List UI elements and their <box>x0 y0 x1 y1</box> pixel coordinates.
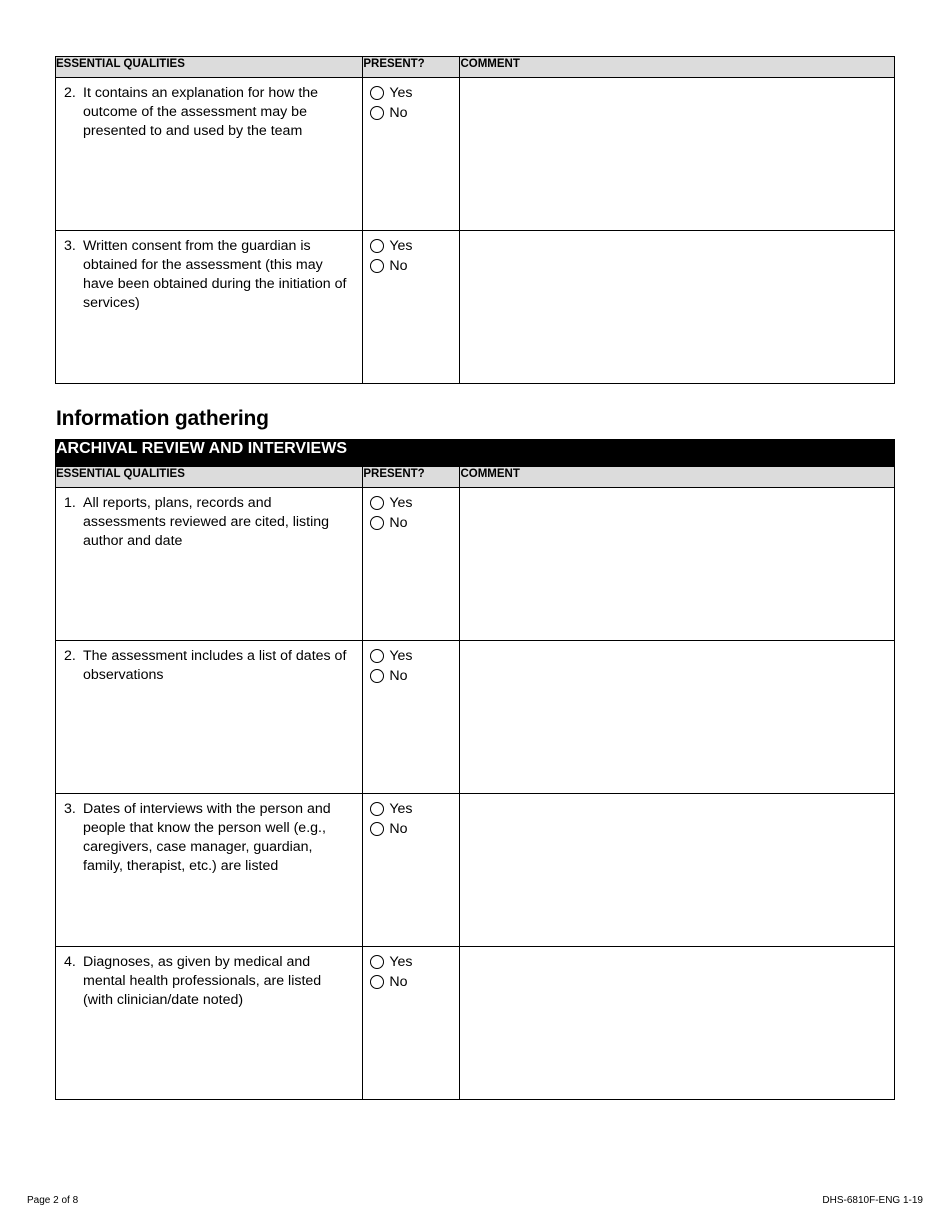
essential-qualities-header: ESSENTIAL QUALITIES <box>56 57 363 78</box>
essential-qualities-header: ESSENTIAL QUALITIES <box>56 467 363 488</box>
present-cell <box>363 231 460 384</box>
table-row <box>56 231 895 384</box>
item-number: 2. <box>64 648 76 664</box>
item-number: 2. <box>64 85 76 101</box>
comment-field[interactable] <box>460 78 894 230</box>
radio-circle-icon[interactable] <box>370 106 384 120</box>
yes-label: Yes <box>389 495 413 511</box>
table-row <box>56 488 895 641</box>
table-row <box>56 947 895 1100</box>
quality-cell <box>56 78 363 231</box>
comment-header: COMMENT <box>460 57 895 78</box>
present-cell <box>363 641 460 794</box>
no-radio-option[interactable] <box>370 103 459 123</box>
no-radio-option[interactable] <box>370 256 459 276</box>
comment-field[interactable] <box>460 231 894 383</box>
quality-cell <box>56 947 363 1100</box>
yes-label: Yes <box>389 85 413 101</box>
item-text: All reports, plans, records and assessments reviewed are cited, listing author and date <box>83 495 330 549</box>
radio-circle-icon[interactable] <box>370 975 384 989</box>
item-number: 4. <box>64 954 76 970</box>
no-label: No <box>389 105 408 121</box>
radio-circle-icon[interactable] <box>370 802 384 816</box>
section-title-row <box>56 440 895 467</box>
yes-label: Yes <box>389 801 413 817</box>
comment-cell[interactable] <box>460 488 895 641</box>
yes-radio-option[interactable] <box>370 236 459 256</box>
present-cell <box>363 947 460 1100</box>
information-gathering-heading: Information gathering <box>56 407 269 430</box>
comment-cell[interactable] <box>460 947 895 1100</box>
comment-cell[interactable] <box>460 78 895 231</box>
yes-radio-option[interactable] <box>370 83 459 103</box>
radio-circle-icon[interactable] <box>370 259 384 273</box>
no-radio-option[interactable] <box>370 819 459 839</box>
yes-radio-option[interactable] <box>370 799 459 819</box>
form-id: DHS-6810F-ENG 1-19 <box>822 1195 923 1206</box>
comment-cell[interactable] <box>460 231 895 384</box>
yes-radio-option[interactable] <box>370 493 459 513</box>
comment-field[interactable] <box>460 794 894 946</box>
radio-circle-icon[interactable] <box>370 649 384 663</box>
page-number: Page 2 of 8 <box>27 1195 79 1206</box>
radio-circle-icon[interactable] <box>370 86 384 100</box>
present-cell <box>363 488 460 641</box>
table-row <box>56 641 895 794</box>
quality-cell <box>56 641 363 794</box>
comment-header: COMMENT <box>460 467 895 488</box>
comment-field[interactable] <box>460 947 894 1099</box>
yes-label: Yes <box>389 238 413 254</box>
item-number: 3. <box>64 238 76 254</box>
item-text: It contains an explanation for how the outcome of the assessment may be presented to and used by the team <box>83 85 319 139</box>
archival-review-title: ARCHIVAL REVIEW AND INTERVIEWS <box>56 440 895 467</box>
no-radio-option[interactable] <box>370 513 459 533</box>
comment-cell[interactable] <box>460 794 895 947</box>
yes-radio-option[interactable] <box>370 646 459 666</box>
top-qualities-table <box>55 56 895 384</box>
no-label: No <box>389 515 408 531</box>
yes-label: Yes <box>389 648 413 664</box>
radio-circle-icon[interactable] <box>370 239 384 253</box>
present-cell <box>363 794 460 947</box>
table-row <box>56 78 895 231</box>
no-radio-option[interactable] <box>370 972 459 992</box>
radio-circle-icon[interactable] <box>370 516 384 530</box>
no-label: No <box>389 974 408 990</box>
present-cell <box>363 78 460 231</box>
item-text: The assessment includes a list of dates of observations <box>83 648 347 683</box>
comment-field[interactable] <box>460 488 894 640</box>
item-number: 3. <box>64 801 76 817</box>
archival-review-table <box>55 439 895 1100</box>
comment-cell[interactable] <box>460 641 895 794</box>
item-text: Dates of interviews with the person and people that know the person well (e.g., caregivers, case manager, guardian, family, therapist, etc.) are listed <box>83 801 331 874</box>
item-text: Written consent from the guardian is obtained for the assessment (this may have been obtained during the initiation of services) <box>83 238 347 311</box>
no-label: No <box>389 668 408 684</box>
quality-cell <box>56 794 363 947</box>
radio-circle-icon[interactable] <box>370 496 384 510</box>
item-text: Diagnoses, as given by medical and mental health professionals, are listed (with clinician/date noted) <box>83 954 322 1008</box>
no-label: No <box>389 821 408 837</box>
yes-radio-option[interactable] <box>370 952 459 972</box>
no-label: No <box>389 258 408 274</box>
radio-circle-icon[interactable] <box>370 822 384 836</box>
quality-cell <box>56 231 363 384</box>
table-header-row <box>56 467 895 488</box>
no-radio-option[interactable] <box>370 666 459 686</box>
present-header: PRESENT? <box>363 467 460 488</box>
table-header-row <box>56 57 895 78</box>
comment-field[interactable] <box>460 641 894 793</box>
table-row <box>56 794 895 947</box>
radio-circle-icon[interactable] <box>370 669 384 683</box>
item-number: 1. <box>64 495 76 511</box>
radio-circle-icon[interactable] <box>370 955 384 969</box>
quality-cell <box>56 488 363 641</box>
yes-label: Yes <box>389 954 413 970</box>
present-header: PRESENT? <box>363 57 460 78</box>
